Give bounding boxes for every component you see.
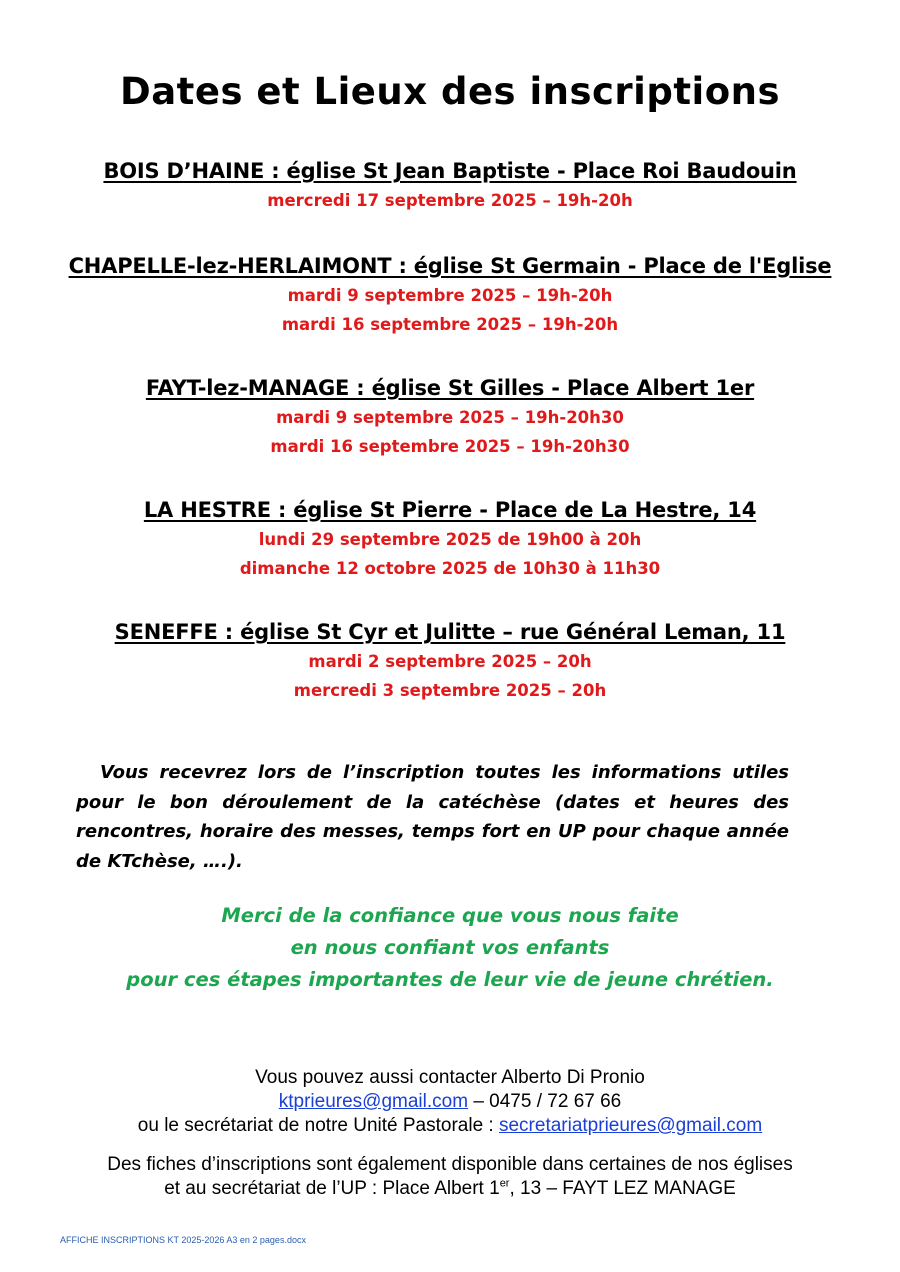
registration-date: mardi 16 septembre 2025 – 19h-20h30 (270, 437, 630, 456)
location-section-chapelle (0, 251, 900, 339)
thanks-line: Merci de la confiance que vous nous faite (221, 904, 679, 927)
registration-date: dimanche 12 octobre 2025 de 10h30 à 11h30 (239, 559, 661, 578)
forms-address-line (0, 1177, 900, 1201)
location-heading: SENEFFE : église St Cyr et Julitte – rue Général Leman, 11 (114, 620, 786, 644)
registration-date: lundi 29 septembre 2025 de 19h00 à 20h (258, 530, 642, 549)
location-heading: FAYT-lez-MANAGE : église St Gilles - Place Albert 1er (145, 376, 755, 400)
registration-forms-info (0, 1153, 900, 1201)
contact-person: Vous pouvez aussi contacter Alberto Di Pronio (255, 1067, 645, 1088)
registration-date: mercredi 3 septembre 2025 – 20h (293, 681, 607, 700)
footer-filename: AFFICHE INSCRIPTIONS KT 2025-2026 A3 en 2 pages.docx (60, 1235, 306, 1245)
secretariat-line (0, 1114, 900, 1138)
thanks-line: en nous confiant vos enfants (290, 936, 610, 959)
location-section-la-hestre (0, 495, 900, 583)
thanks-line: pour ces étapes importantes de leur vie de jeune chrétien. (126, 968, 774, 991)
location-section-bois-dhaine (0, 156, 900, 215)
forms-line: Des fiches d’inscriptions sont également disponible dans certaines de nos églises (107, 1154, 793, 1175)
location-heading: BOIS D’HAINE : église St Jean Baptiste - Place Roi Baudouin (103, 159, 797, 183)
contact-email-link[interactable]: ktprieures@gmail.com (278, 1091, 469, 1112)
contact-email-line (0, 1090, 900, 1114)
contact-block (0, 1066, 900, 1138)
registration-date: mardi 16 septembre 2025 – 19h-20h (281, 315, 619, 334)
info-paragraph: Vous recevrez lors de l’inscription toutes les informations utiles pour le bon déroulement de la catéchèse (dates et heures des rencontres, horaire des messes, temps fort en UP pour chaque année de KTchèse, ….). (76, 762, 789, 872)
registration-date: mardi 2 septembre 2025 – 20h (308, 652, 592, 671)
contact-phone: – 0475 / 72 67 66 (468, 1091, 622, 1112)
location-heading: LA HESTRE : église St Pierre - Place de La Hestre, 14 (143, 498, 757, 522)
secretariat-label: ou le secrétariat de notre Unité Pastorale : (137, 1115, 499, 1136)
location-section-seneffe (0, 617, 900, 705)
registration-date: mercredi 17 septembre 2025 – 19h-20h (267, 191, 633, 210)
forms-address-suffix: , 13 – FAYT LEZ MANAGE (509, 1178, 736, 1199)
ordinal-superscript: er (499, 1177, 510, 1190)
forms-address-prefix: et au secrétariat de l’UP : Place Albert 1 (164, 1178, 500, 1199)
secretariat-email-link[interactable]: secretariatprieures@gmail.com (498, 1115, 763, 1136)
thanks-message (0, 900, 900, 996)
location-heading: CHAPELLE-lez-HERLAIMONT : église St Germain - Place de l'Eglise (68, 254, 832, 278)
registration-date: mardi 9 septembre 2025 – 19h-20h30 (276, 408, 624, 427)
location-section-fayt (0, 373, 900, 461)
page-title: Dates et Lieux des inscriptions (119, 70, 780, 113)
registration-date: mardi 9 septembre 2025 – 19h-20h (287, 286, 613, 305)
